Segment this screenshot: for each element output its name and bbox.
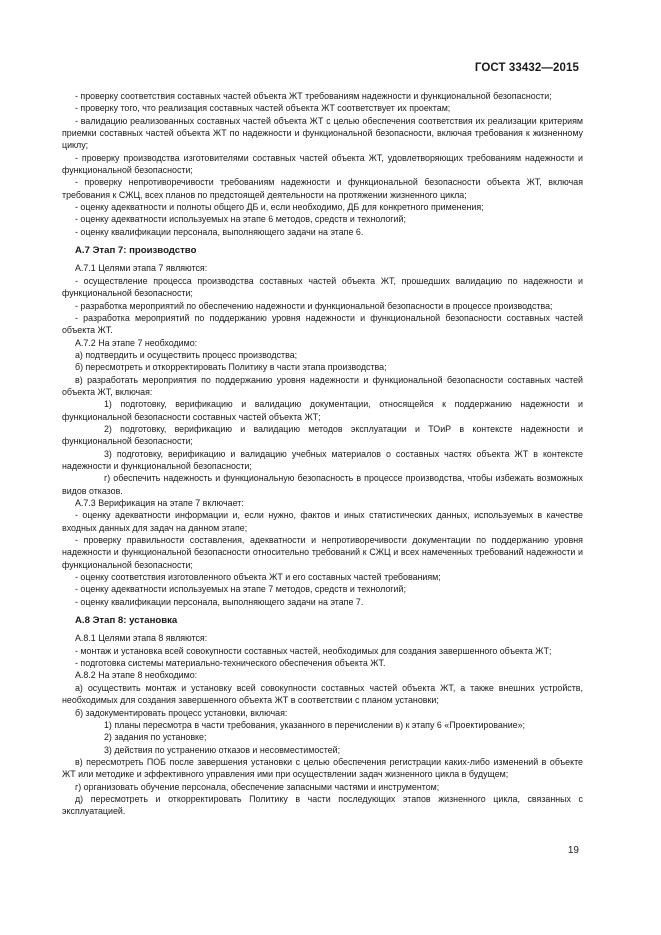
paragraph: б) пересмотреть и откорректировать Политику в части этапа производства; — [75, 362, 387, 373]
paragraph: - оценку адекватности используемых на этапе 6 методов, средств и технологий; — [75, 214, 406, 225]
paragraph: 2) задания по установке; — [104, 732, 207, 743]
paragraph: - разработка мероприятий по поддержанию уровня надежности и функциональной безопасности составных частей объекта ЖТ. — [62, 312, 583, 336]
section-heading: А.8 Этап 8: установка — [75, 615, 178, 627]
paragraph: А.7.2 На этапе 7 необходимо: — [75, 337, 198, 348]
paragraph: - проверку непротиворечивости требованиям надежности и функциональной безопасности объекта ЖТ, включая требования к СЖЦ, всех планов по предстоящей деятельности на протяжении жизненного цикла; — [62, 177, 583, 200]
paragraph: - оценку квалификации персонала, выполняющего задачи на этапе 6. — [75, 226, 364, 237]
paragraph: - разработка мероприятий по обеспечению надежности и функциональной безопасности в процессе производства; — [75, 300, 553, 311]
paragraph: А.8.1 Целями этапа 8 являются: — [75, 633, 208, 644]
page-number: 19 — [567, 845, 579, 856]
paragraph: - осуществление процесса производства составных частей объекта ЖТ, прошедших валидацию по надежности и функциональной безопасности; — [62, 275, 583, 299]
paragraph: - оценку квалификации персонала, выполняющего задачи на этапе 7. — [75, 596, 364, 607]
document-code-header: ГОСТ 33432—2015 — [474, 62, 579, 74]
paragraph: - монтаж и установка всей совокупности составных частей, необходимых для создания завершенного объекта ЖТ; — [75, 645, 552, 656]
paragraph: - подготовка системы материально-технического обеспечения объекта ЖТ. — [75, 658, 386, 669]
paragraph: 2) подготовку, верификацию и валидацию методов эксплуатации и ТОиР в контексте надежности и функциональной безопасности; — [62, 423, 583, 447]
paragraph: б) задокументировать процесс установки, включая: — [75, 707, 288, 718]
paragraph: А.8.2 На этапе 8 необходимо: — [75, 670, 198, 681]
document-body — [62, 90, 583, 818]
paragraph: - оценку адекватности информации и, если нужно, фактов и иных статистических данных, используемых в качестве входных данных для задач на данном этапе; — [62, 510, 583, 533]
paragraph: а) подтвердить и осуществить процесс производства; — [75, 349, 298, 360]
paragraph: г) обеспечить надежность и функциональную безопасность в процессе производства, чтобы избежать возможных видов отказов. — [62, 473, 583, 496]
paragraph: д) пересмотреть и откорректировать Политику в части последующих этапов жизненного цикла, связанных с эксплуатацией. — [62, 793, 583, 817]
paragraph: 3) подготовку, верификацию и валидацию учебных материалов о составных частях объекта ЖТ в контексте надежности и функциональной безопасности; — [62, 448, 583, 471]
paragraph: - проверку того, что реализация составных частей объекта ЖТ соответствует их проектам; — [75, 103, 451, 114]
paragraph: - оценку адекватности и полноты общего ДБ и, если необходимо, ДБ для конкретного применения; — [75, 202, 484, 213]
paragraph: - проверку соответствия составных частей объекта ЖТ требованиям надежности и функциональной безопасности; — [75, 91, 552, 101]
paragraph: А.7.1 Целями этапа 7 являются: — [75, 263, 208, 274]
paragraph: 3) действия по устранению отказов и несовместимостей; — [104, 744, 341, 755]
paragraph: - проверку производства изготовителями составных частей объекта ЖТ, удовлетворяющих требованиям надежности и функциональной безопасности; — [62, 152, 583, 176]
paragraph: в) разработать мероприятия по поддержанию уровня надежности и функциональной безопасности составных частей объекта ЖТ, включая: — [62, 374, 583, 397]
paragraph: 1) подготовку, верификацию и валидацию документации, относящейся к поддержанию надежности и функциональной безопасности составных частей объекта ЖТ; — [62, 399, 583, 422]
section-heading: А.7 Этап 7: производство — [75, 245, 197, 257]
paragraph: - оценку адекватности используемых на этапе 7 методов, средств и технологий; — [75, 584, 406, 595]
paragraph: - валидацию реализованных составных частей объекта ЖТ с целью обеспечения соответствия их реализации критериям приемки составных частей объекта ЖТ по надежности и функциональной безопасности, включая требования к жизненному циклу; — [62, 115, 583, 151]
paragraph: в) пересмотреть ПОБ после завершения установки с целью обеспечения регистрации каких-либо изменений в объекте ЖТ или методике и эффективного управления ими при осуществлении задач жизненного цикла в будущем; — [62, 756, 583, 780]
paragraph: 1) планы пересмотра в части требования, указанного в перечислении в) к этапу 6 «Проектирование»; — [104, 719, 526, 730]
paragraph: - оценку соответствия изготовленного объекта ЖТ и его составных частей требованиям; — [75, 572, 441, 583]
paragraph: - проверку правильности составления, адекватности и непротиворечивости документации по поддержанию уровня надежности и функциональной безопасности относительно требований к СЖЦ и всех намеченных требований надежности и функциональной безопасности; — [62, 535, 583, 570]
paragraph: А.7.3 Верификация на этапе 7 включает: — [75, 498, 244, 508]
paragraph: а) осуществить монтаж и установку всей совокупности составных частей объекта ЖТ, а также внешних устройств, необходимых для создания завершенного объекта ЖТ в соответствии с планом установки; — [62, 682, 583, 706]
paragraph: г) организовать обучение персонала, обеспечение запасными частями и инструментом; — [75, 781, 440, 792]
